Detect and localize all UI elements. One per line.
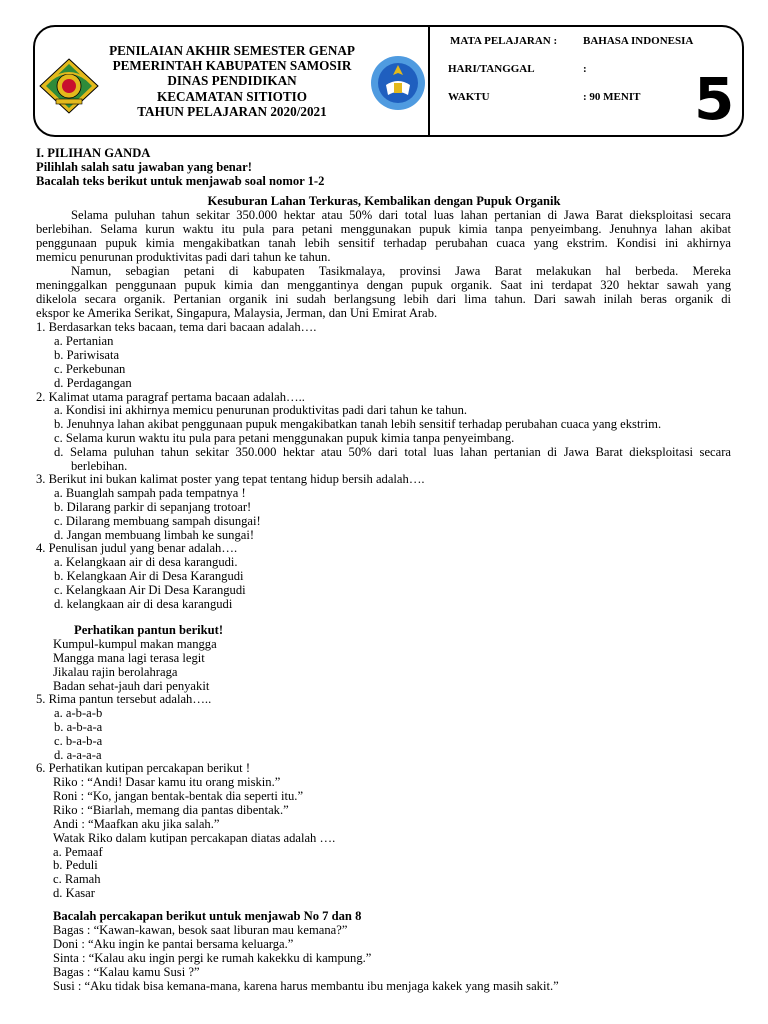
option-c: c. b-a-b-a bbox=[54, 734, 103, 748]
dialog-line: Roni : “Ko, jangan bentak-bentak dia seperti itu.” bbox=[53, 789, 304, 803]
header-title-line: TAHUN PELAJARAN 2020/2021 bbox=[137, 104, 327, 119]
option-b: b. Jenuhnya lahan akibat penggunaan pupuk mengakibatkan tanah lebih sensitif terhadap perubahan cuaca yang ekstrim. bbox=[54, 417, 662, 431]
option-d-continued: berlebihan. bbox=[71, 459, 128, 473]
header-title-line: PEMERINTAH KABUPATEN SAMOSIR bbox=[112, 58, 352, 73]
option-c: c. Dilarang membuang sampah disungai! bbox=[54, 514, 261, 528]
question-2: 2. Kalimat utama paragraf pertama bacaan adalah….. bbox=[36, 390, 305, 404]
hari-tanggal-separator: : bbox=[583, 63, 587, 75]
option-a: a. Pertanian bbox=[54, 334, 114, 348]
option-a: a. Kondisi ini akhirnya memicu penurunan produktivitas padi dari tahun ke tahun. bbox=[54, 403, 468, 417]
option-b: b. Kelangkaan Air di Desa Karangudi bbox=[54, 569, 244, 583]
option-d: d. Perdagangan bbox=[54, 376, 132, 390]
dialog-line: Sinta : “Kalau aku ingin pergi ke rumah kakekku di kampung.” bbox=[53, 951, 372, 965]
dialog-line: Andi : “Maafkan aku jika salah.” bbox=[53, 817, 220, 831]
option-a: a. Buanglah sampah pada tempatnya ! bbox=[54, 486, 246, 500]
option-a: a. a-b-a-b bbox=[54, 706, 103, 720]
dialog-line: Susi : “Aku tidak bisa kemana-mana, karena harus membantu ibu menjaga kakek yang masih sakit.” bbox=[53, 979, 559, 993]
mata-pelajaran-label: MATA PELAJARAN : bbox=[450, 35, 558, 47]
option-d: d. kelangkaan air di desa karangudi bbox=[54, 597, 233, 611]
pantun-line: Mangga mana lagi terasa legit bbox=[53, 651, 205, 665]
question-6: 6. Perhatikan kutipan percakapan berikut ! bbox=[36, 761, 251, 775]
option-a: a. Pemaaf bbox=[53, 845, 103, 859]
header-title-line: PENILAIAN AKHIR SEMESTER GENAP bbox=[109, 43, 355, 58]
passage-line: berlebihan. Selama kurun waktu itu pula para petani menggunakan pupuk kimia tanpa penyeimbang. Jenuhnya lahan akibat bbox=[36, 222, 731, 236]
question-1: 1. Berdasarkan teks bacaan, tema dari bacaan adalah…. bbox=[36, 320, 317, 334]
option-c: c. Perkebunan bbox=[54, 362, 126, 376]
passage-title: Kesuburan Lahan Terkuras, Kembalikan dengan Pupuk Organik bbox=[207, 194, 561, 208]
option-d: d. Kasar bbox=[53, 886, 95, 900]
q78-heading: Bacalah percakapan berikut untuk menjawab No 7 dan 8 bbox=[53, 909, 362, 923]
pantun-line: Jikalau rajin berolahraga bbox=[53, 665, 178, 679]
samosir-regency-logo-icon bbox=[38, 57, 100, 115]
dialog-line: Bagas : “Kalau kamu Susi ?” bbox=[53, 965, 200, 979]
hari-tanggal-label: HARI/TANGGAL bbox=[448, 63, 535, 75]
header-title-line: DINAS PENDIDIKAN bbox=[167, 73, 297, 88]
waktu-value: : 90 MENIT bbox=[583, 91, 641, 103]
question-6-prompt: Watak Riko dalam kutipan percakapan diatas adalah …. bbox=[53, 831, 336, 845]
passage-line: Selama puluhan tahun sekitar 350.000 hektar atau 50% dari total luas lahan pertanian di Jawa Barat dieksploitasi secara bbox=[71, 208, 731, 222]
option-d: d. Selama puluhan tahun sekitar 350.000 hektar atau 50% dari total luas lahan pertanian di Jawa Barat dieksploitasi secara bbox=[54, 445, 731, 459]
dialog-line: Riko : “Biarlah, memang dia pantas dibentak.” bbox=[53, 803, 289, 817]
question-3: 3. Berikut ini bukan kalimat poster yang tepat tentang hidup bersih adalah…. bbox=[36, 472, 425, 486]
header-divider bbox=[428, 27, 430, 137]
header-title-line: KECAMATAN SITIOTIO bbox=[156, 89, 308, 104]
option-d: d. Jangan membuang limbah ke sungai! bbox=[54, 528, 255, 542]
pantun-line: Badan sehat-jauh dari penyakit bbox=[53, 679, 210, 693]
section-heading: I. PILIHAN GANDA bbox=[36, 146, 151, 160]
option-b: b. Dilarang parkir di sepanjang trotoar! bbox=[54, 500, 252, 514]
passage-line: Namun, sebagian petani di kabupaten Tasikmalaya, provinsi Jawa Barat melakukan hal berbeda. Mereka bbox=[71, 264, 731, 278]
option-d: d. a-a-a-a bbox=[54, 748, 102, 762]
pantun-line: Kumpul-kumpul makan mangga bbox=[53, 637, 217, 651]
option-a: a. Kelangkaan air di desa karangudi. bbox=[54, 555, 238, 569]
passage-line: dikelola secara organik. Pertanian organik ini sudah berlangsung lebih dari lima tahun. Dari sawah inilah beras organik di bbox=[36, 292, 731, 306]
passage-line: ekspor ke Amerika Serikat, Singapura, Malaysia, Jerman, dan Uni Emirat Arab. bbox=[36, 306, 438, 320]
dialog-line: Doni : “Aku ingin ke pantai bersama keluarga.” bbox=[53, 937, 294, 951]
option-c: c. Ramah bbox=[53, 872, 101, 886]
instruction: Pilihlah salah satu jawaban yang benar! bbox=[36, 160, 252, 174]
dialog-line: Riko : “Andi! Dasar kamu itu orang miskin.” bbox=[53, 775, 281, 789]
passage-line: memicu penurunan produktivitas padi dari tahun ke tahun. bbox=[36, 250, 331, 264]
waktu-label: WAKTU bbox=[448, 91, 490, 103]
option-b: b. Peduli bbox=[53, 858, 98, 872]
dialog-line: Bagas : “Kawan-kawan, besok saat liburan mau kemana?” bbox=[53, 923, 348, 937]
option-c: c. Kelangkaan Air Di Desa Karangudi bbox=[54, 583, 246, 597]
passage-line: penggunaan pupuk kimia mengakibatkan tanah lebih sensitif terhadap perubahan cuaca yang ekstrim. Kondisi ini akhirnya bbox=[36, 236, 731, 250]
option-b: b. Pariwisata bbox=[54, 348, 120, 362]
tut-wuri-handayani-logo-icon bbox=[370, 55, 426, 111]
mata-pelajaran-value: BAHASA INDONESIA bbox=[583, 35, 694, 47]
passage-line: meninggalkan penggunaan pupuk kimia dan menggantinya dengan pupuk organik. Saat ini terdapat 320 hektar sawah yang bbox=[36, 278, 731, 292]
question-5: 5. Rima pantun tersebut adalah….. bbox=[36, 692, 212, 706]
instruction: Bacalah teks berikut untuk menjawab soal nomor 1-2 bbox=[36, 174, 325, 188]
grade-number: 5 bbox=[694, 65, 735, 133]
option-b: b. a-b-a-a bbox=[54, 720, 103, 734]
question-4: 4. Penulisan judul yang benar adalah…. bbox=[36, 541, 238, 555]
option-c: c. Selama kurun waktu itu pula para petani menggunakan pupuk kimia tanpa penyeimbang. bbox=[54, 431, 515, 445]
pantun-heading: Perhatikan pantun berikut! bbox=[74, 623, 224, 637]
